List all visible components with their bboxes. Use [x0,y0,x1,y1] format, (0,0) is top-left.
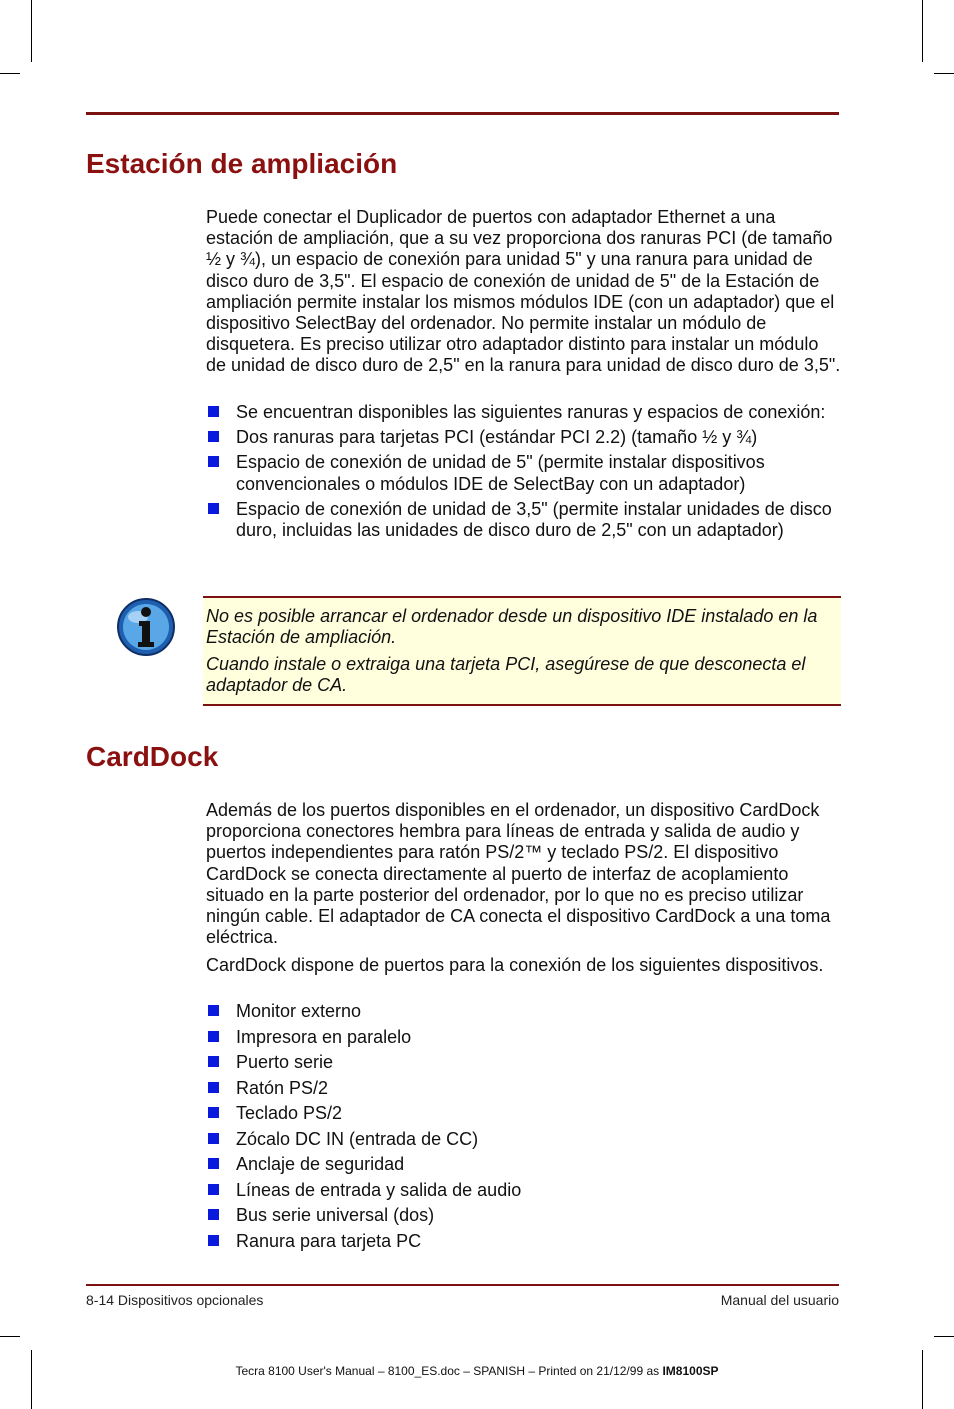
note-text: No es posible arrancar el ordenador desde un dispositivo IDE instalado en la Estación de ampliación. [206,606,818,648]
list-item-text: Anclaje de seguridad [236,1154,405,1174]
list-item [206,1129,842,1150]
bullet-square-icon [208,1107,219,1118]
footer-page-label: 8-14 Dispositivos opcionales [86,1292,264,1308]
bullet-square-icon [208,503,219,514]
crop-mark [922,0,923,62]
list-item [206,1154,842,1175]
note-box [203,596,841,706]
section-title-carddock: CardDock [86,741,219,772]
bullet-square-icon [208,1184,219,1195]
list-item-text: Teclado PS/2 [236,1103,343,1123]
list-item-text: Dos ranuras para tarjetas PCI (estándar PCI 2.2) (tamaño ½ y ¾) [236,427,758,448]
footer-rule [86,1284,839,1286]
print-info-text: Tecra 8100 User's Manual – 8100_ES.doc – SPANISH – Printed on 21/12/99 as [235,1364,663,1378]
list-item-text: Impresora en paralelo [236,1026,412,1047]
bullet-square-icon [208,1031,219,1042]
section-title-estacion: Estación de ampliación [86,148,398,179]
list-item-text: Zócalo DC IN (entrada de CC) [236,1128,479,1149]
bullet-square-icon [208,1235,219,1246]
print-info-code: IM8100SP [662,1364,719,1378]
list-item-text: Ratón PS/2 [236,1077,329,1098]
bullet-square-icon [208,1133,219,1144]
bullet-square-icon [208,456,219,467]
section-paragraph: CardDock dispone de puertos para la conexión de los siguientes dispositivos. [206,955,824,975]
bullet-square-icon [208,1005,219,1016]
footer-manual-label: Manual del usuario [720,1292,839,1308]
list-item [206,499,842,541]
list-item-text: Bus serie universal (dos) [236,1205,435,1225]
print-info [0,1364,954,1378]
list-item [206,452,842,494]
bullet-list [206,402,842,541]
crop-mark [0,1336,20,1337]
bullet-list [206,1001,842,1252]
list-item [206,1052,842,1073]
list-item [206,1180,842,1201]
note-text: Cuando instale o extraiga una tarjeta PCI, asegúrese de que desconecta el adaptador de CA. [206,654,806,696]
list-item [206,1205,842,1226]
crop-mark [934,73,954,74]
header-rule [86,112,839,115]
list-item [206,427,842,448]
list-item-text: Monitor externo [236,1001,362,1021]
bullet-square-icon [208,1056,219,1067]
list-item [206,1027,842,1048]
list-item-text: Líneas de entrada y salida de audio [236,1179,522,1200]
list-item [206,1001,842,1022]
list-item [206,402,842,423]
list-item [206,1231,842,1252]
list-item-text: Espacio de conexión de unidad de 3,5" (permite instalar unidades de disco duro, incluidas las unidades de disco duro de 2,5" con un adaptador) [236,498,832,541]
section-paragraph: Además de los puertos disponibles en el ordenador, un dispositivo CardDock proporciona conectores hembra para líneas de entrada y salida de audio y puertos independientes para ratón PS/2™ y teclado PS/2. El dispositivo CardDock se conecta directamente al puerto de interfaz de acoplamiento situado en la parte posterior del ordenador, por lo que no es preciso utilizar ningún cable. El adaptador de CA conecta el dispositivo CardDock a una toma eléctrica. [206,800,831,948]
bullet-square-icon [208,1082,219,1093]
crop-mark [922,1350,923,1409]
bullet-square-icon [208,431,219,442]
list-item-text: Espacio de conexión de unidad de 5" (permite instalar dispositivos convencionales o módulos IDE de SelectBay con un adaptador) [236,452,765,494]
bullet-square-icon [208,406,219,417]
info-icon [116,597,176,657]
crop-mark [934,1336,954,1337]
list-item-text: Se encuentran disponibles las siguientes ranuras y espacios de conexión: [236,402,826,422]
list-item [206,1078,842,1099]
bullet-square-icon [208,1209,219,1220]
list-item-text: Puerto serie [236,1052,334,1072]
crop-mark [31,1350,32,1409]
list-item [206,1103,842,1124]
crop-mark [0,73,20,74]
crop-mark [31,0,32,62]
bullet-square-icon [208,1158,219,1169]
list-item-text: Ranura para tarjeta PC [236,1230,422,1251]
section-paragraph: Puede conectar el Duplicador de puertos con adaptador Ethernet a una estación de ampliación, que a su vez proporciona dos ranuras PCI (de tamaño ½ y ¾), un espacio de conexión para unidad 5" y una ranura para unidad de disco duro de 3,5". El espacio de conexión de unidad de 5" de la Estación de ampliación permite instalar los mismos módulos IDE (con un adaptador) que el dispositivo SelectBay del ordenador. No permite instalar un módulo de disquetera. Es preciso utilizar otro adaptador distinto para instalar un módulo de unidad de disco duro de 2,5" en la ranura para unidad de disco duro de 3,5". [206,207,841,376]
